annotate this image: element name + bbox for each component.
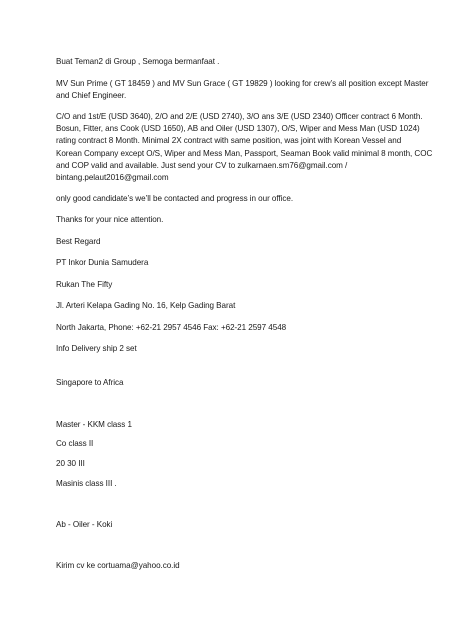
details-line: and COP valid and available. Just send your CV to zulkarnaen.sm76@gmail.com / bbox=[56, 160, 348, 170]
contact-text: North Jakarta, Phone: +62-21 2957 4546 Fax: +62-21 2597 4548 bbox=[56, 323, 287, 332]
route-text: Singapore to Africa bbox=[56, 378, 124, 387]
intro-line: and Chief Engineer. bbox=[56, 91, 127, 101]
details-line: bintang.pelaut2016@gmail.com bbox=[56, 173, 169, 183]
intro-paragraph bbox=[56, 78, 428, 102]
details-line: Korean Company except O/S, Wiper and Mess Man, Passport, Seaman Book valid minimal 8 month, COC bbox=[56, 148, 433, 158]
ratings-text: Ab - Oiler - Koki bbox=[56, 520, 113, 529]
details-paragraph bbox=[56, 111, 433, 184]
intro-line: MV Sun Prime ( GT 18459 ) and MV Sun Grace ( GT 19829 ) looking for crew’s all position except Master bbox=[56, 79, 429, 88]
regards-text: Best Regard bbox=[56, 237, 101, 246]
building-name: Rukan The Fifty bbox=[56, 280, 113, 289]
greeting-text: Buat Teman2 di Group , Semoga bermanfaat . bbox=[56, 57, 220, 66]
company-name: PT Inkor Dunia Samudera bbox=[56, 258, 149, 267]
address-text: Jl. Arteri Kelapa Gading No. 16, Kelp Gading Barat bbox=[56, 301, 236, 310]
details-line: rating contract 8 Month. Minimal 2X contract with same position, was joint with Korean Vessel and bbox=[56, 136, 402, 146]
note-text: only good candidate’s we’ll be contacted and progress in our office. bbox=[56, 194, 294, 203]
master-text: Master - KKM class 1 bbox=[56, 420, 132, 429]
thanks-text: Thanks for your nice attention. bbox=[56, 215, 164, 224]
details-line: Bosun, Fitter, ans Cook (USD 1650), AB and Oiler (USD 1307), O/S, Wiper and Mess Man (USD 1024) bbox=[56, 124, 420, 134]
send-cv-text: Kirim cv ke cortuama@yahoo.co.id bbox=[56, 561, 180, 570]
details-line: C/O and 1st/E (USD 3640), 2/O and 2/E (USD 2740), 3/O ans 3/E (USD 2340) Officer contract 6 Month. bbox=[56, 112, 423, 121]
third-text: 20 30 III bbox=[56, 459, 85, 468]
co-text: Co class II bbox=[56, 439, 94, 448]
masinis-text: Masinis class III . bbox=[56, 479, 117, 488]
info-text: Info Delivery ship 2 set bbox=[56, 344, 137, 353]
